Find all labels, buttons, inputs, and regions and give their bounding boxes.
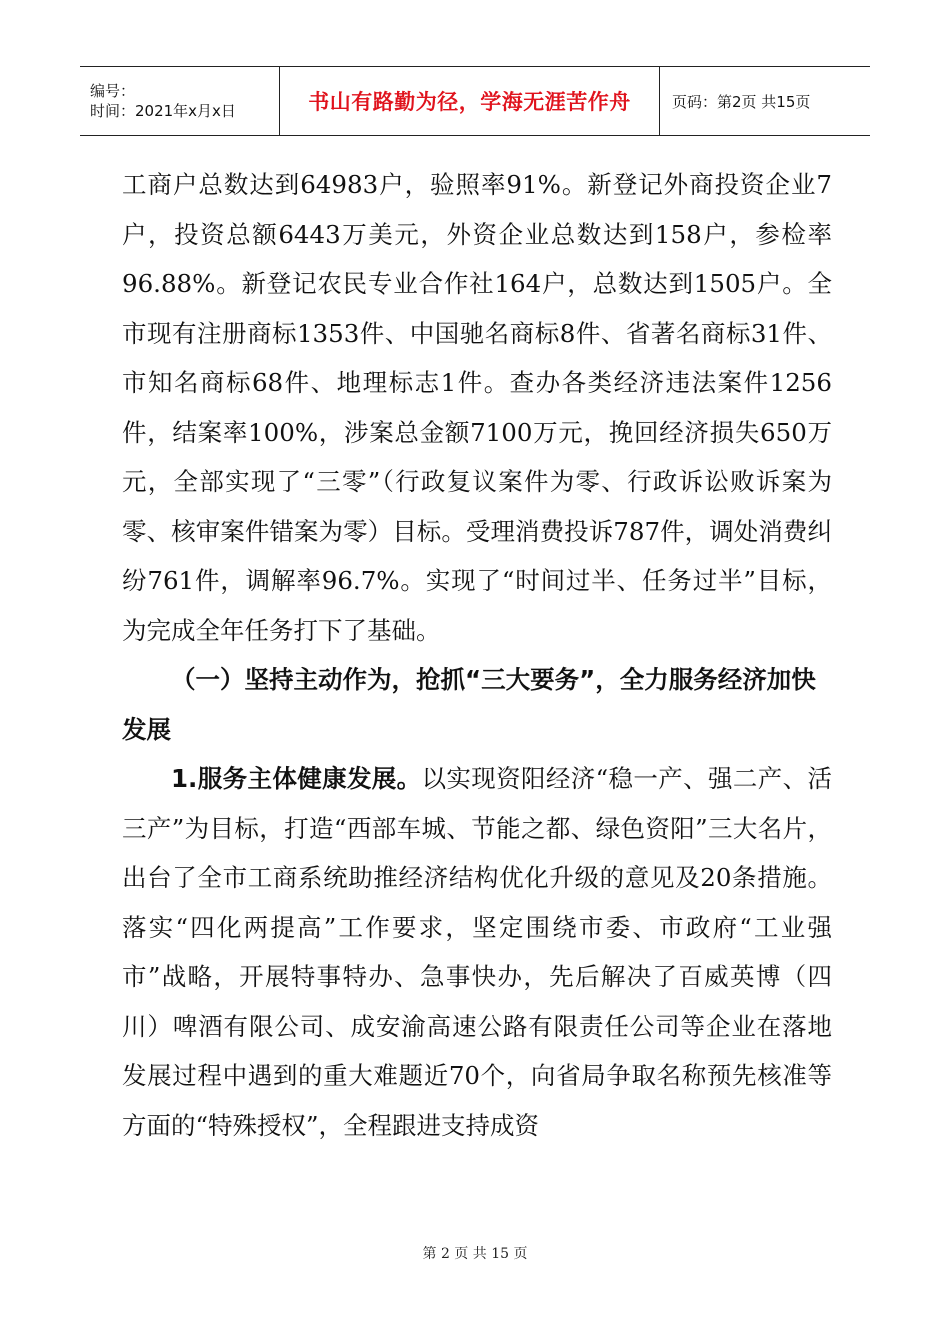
header-motto — [280, 67, 660, 135]
paragraph-2-text: 以实现资阳经济“稳一产、强二产、活三产”为目标，打造“西部车城、节能之都、绿色资阳”三大名片，出台了全市工商系统助推经济结构优化升级的意见及20条措施。落实“四化两提高”工作要求，坚定围绕市委、市政府“工业强市”战略，开展特事特办、急事快办，先后解决了百威英博（四川）啤酒有限公司、成安渝高速公路有限责任公司等企业在落地发展过程中遇到的重大难题近70个，向省局争取名称预先核准等方面的“特殊授权”，全程跟进支持成资 — [122, 764, 832, 1140]
paragraph-2-title: 1.服务主体健康发展。 — [171, 764, 422, 793]
footer-page-number: 第 2 页 共 15 页 — [422, 1246, 528, 1262]
time-label: 时间：2021年x月x日 — [90, 102, 236, 120]
section-heading-1: （一）坚持主动作为，抢抓“三大要务”，全力服务经济加快发展 — [122, 665, 816, 744]
motto-text: 书山有路勤为径，学海无涯苦作舟 — [308, 90, 631, 114]
number-label: 编号： — [90, 82, 136, 100]
document-body — [122, 160, 832, 1150]
document-header — [80, 66, 870, 136]
header-meta — [80, 67, 280, 135]
page-info-text: 页码：第2页 共15页 — [672, 92, 811, 111]
paragraph-2 — [122, 754, 832, 1150]
header-page-info — [660, 67, 870, 135]
paragraph-1: 工商户总数达到64983户，验照率91%。新登记外商投资企业7户，投资总额6443万美元，外资企业总数达到158户，参检率96.88%。新登记农民专业合作社164户，总数达到1505户。全市现有注册商标1353件、中国驰名商标8件、省著名商标31件、市知名商标68件、地理标志1件。查办各类经济违法案件1256件，结案率100%，涉案总金额7100万元，挽回经济损失650万元，全部实现了“三零”（行政复议案件为零、行政诉讼败诉案为零、核审案件错案为零）目标。受理消费投诉787件，调处消费纠纷761件，调解率96.7%。实现了“时间过半、任务过半”目标，为完成全年任务打下了基础。 — [122, 170, 832, 645]
page-footer — [0, 1243, 950, 1263]
